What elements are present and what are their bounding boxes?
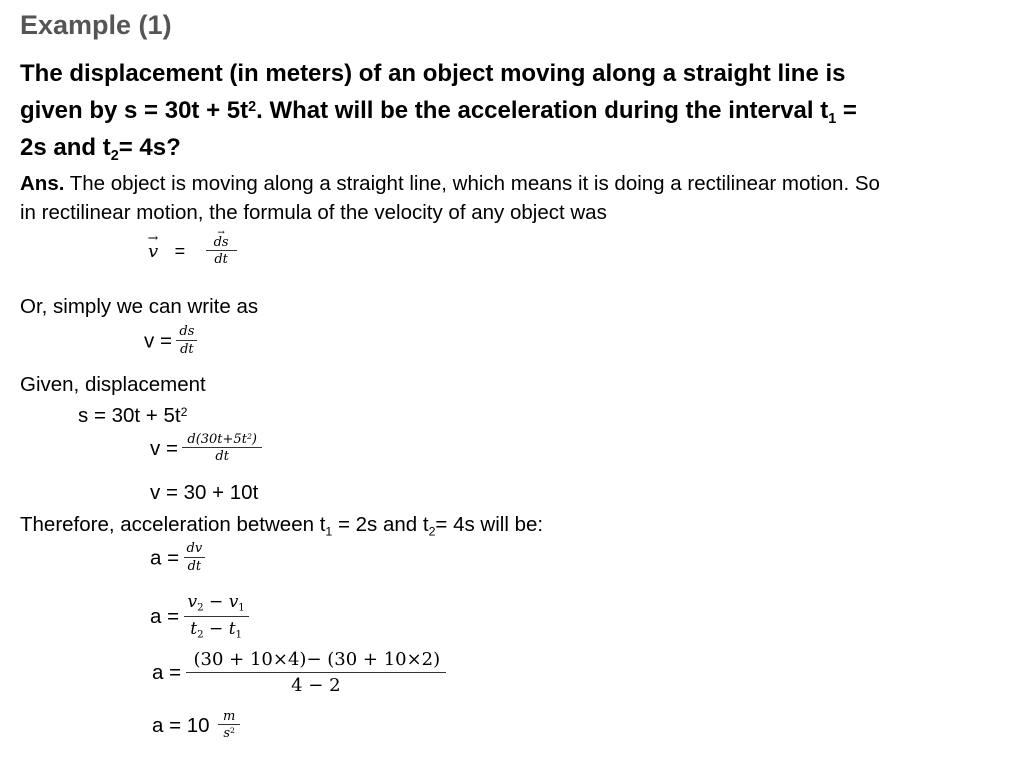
answer-text: The object is moving along a straight line, which means it is doing a rectilinear motion. So bbox=[64, 172, 880, 195]
equation-lhs: a = 10 bbox=[152, 713, 210, 737]
equation-velocity-vector bbox=[148, 236, 237, 268]
fraction bbox=[182, 433, 262, 465]
therefore-text bbox=[20, 513, 543, 538]
denominator bbox=[187, 617, 245, 641]
numerator bbox=[184, 593, 249, 617]
t-symbol: t bbox=[190, 618, 198, 639]
minus-sign: − bbox=[203, 592, 229, 612]
denominator: dt bbox=[187, 559, 202, 575]
equation-a-result bbox=[152, 710, 240, 742]
equation-text: s = 30t + 5t bbox=[78, 404, 181, 427]
answer-line-2: in rectilinear motion, the formula of the velocity of any object was bbox=[20, 201, 607, 224]
denominator: dt bbox=[180, 342, 194, 358]
given-text: Given, displacement bbox=[20, 373, 206, 396]
subscript: 2 bbox=[110, 148, 119, 165]
fraction bbox=[206, 236, 237, 268]
subscript: 1 bbox=[238, 602, 245, 614]
simply-text: Or, simply we can write as bbox=[20, 295, 259, 318]
subscript: 2 bbox=[197, 602, 204, 614]
equation-velocity-result: v = 30 + 10t bbox=[150, 481, 259, 504]
subscript: 1 bbox=[325, 524, 333, 539]
answer-line-1 bbox=[20, 172, 880, 196]
numerator-text: ) bbox=[251, 432, 257, 447]
equation-a-substituted bbox=[152, 650, 446, 696]
question-line-2 bbox=[20, 97, 857, 127]
denominator: 4 − 2 bbox=[291, 674, 341, 696]
therefore-part: Therefore, acceleration between t bbox=[20, 513, 326, 536]
equation-a-delta bbox=[150, 593, 249, 641]
question-line-3 bbox=[20, 134, 181, 164]
minus-sign: − bbox=[203, 618, 229, 639]
equation-a-dv-dt bbox=[150, 542, 205, 575]
v-symbol: v bbox=[228, 592, 239, 612]
question-text: . What will be the acceleration during the interval t bbox=[256, 97, 829, 124]
t-symbol: t bbox=[228, 618, 236, 639]
subscript: 2 bbox=[197, 629, 204, 641]
subscript: 1 bbox=[235, 629, 243, 641]
superscript: 2 bbox=[230, 726, 236, 736]
fraction bbox=[184, 542, 206, 575]
denominator: dt bbox=[214, 252, 228, 268]
numerator: dv bbox=[184, 542, 206, 558]
equation-lhs: a = bbox=[152, 660, 182, 684]
numerator: (30 + 10×4)− (30 + 10×2) bbox=[186, 650, 447, 673]
numerator bbox=[182, 433, 262, 448]
numerator-text: d(30t+5t bbox=[187, 432, 247, 447]
answer-label: Ans. bbox=[20, 172, 65, 195]
fraction bbox=[184, 593, 249, 641]
velocity-vector: → v bbox=[148, 241, 158, 262]
question-text: 2s and t bbox=[20, 134, 111, 161]
equation-v-ds-dt bbox=[144, 325, 197, 358]
denominator-text: s bbox=[223, 726, 231, 742]
fraction bbox=[186, 650, 447, 696]
v-symbol: v bbox=[187, 592, 198, 612]
equation-lhs: v = bbox=[144, 329, 172, 353]
fraction bbox=[218, 710, 240, 742]
equation-lhs: a = bbox=[150, 604, 180, 628]
numerator: m bbox=[218, 710, 240, 725]
fraction bbox=[176, 325, 197, 358]
therefore-part: = 4s will be: bbox=[435, 513, 544, 536]
therefore-part: = 2s and t bbox=[332, 513, 429, 536]
superscript: 2 bbox=[180, 404, 188, 419]
question-text: given by s = 30t + 5t bbox=[20, 97, 249, 124]
numerator bbox=[206, 236, 237, 251]
question-line-1: The displacement (in meters) of an object moving along a straight line is bbox=[20, 60, 846, 87]
example-title: Example (1) bbox=[20, 10, 172, 40]
equation-v-derivative bbox=[150, 433, 262, 465]
question-text: = bbox=[836, 97, 857, 124]
equation-displacement bbox=[78, 404, 187, 428]
denominator bbox=[220, 725, 238, 741]
subscript: 2 bbox=[428, 524, 436, 539]
denominator: dt bbox=[215, 449, 229, 465]
ds-vector: → ds bbox=[214, 236, 229, 250]
superscript: 2 bbox=[246, 432, 252, 442]
numerator: ds bbox=[176, 325, 197, 341]
equation-lhs: v = bbox=[150, 436, 178, 460]
equals-sign: = bbox=[174, 241, 186, 262]
question-text: = 4s? bbox=[118, 134, 181, 161]
superscript: 2 bbox=[248, 98, 257, 115]
subscript: 1 bbox=[828, 111, 837, 128]
equation-lhs: a = bbox=[150, 546, 180, 570]
